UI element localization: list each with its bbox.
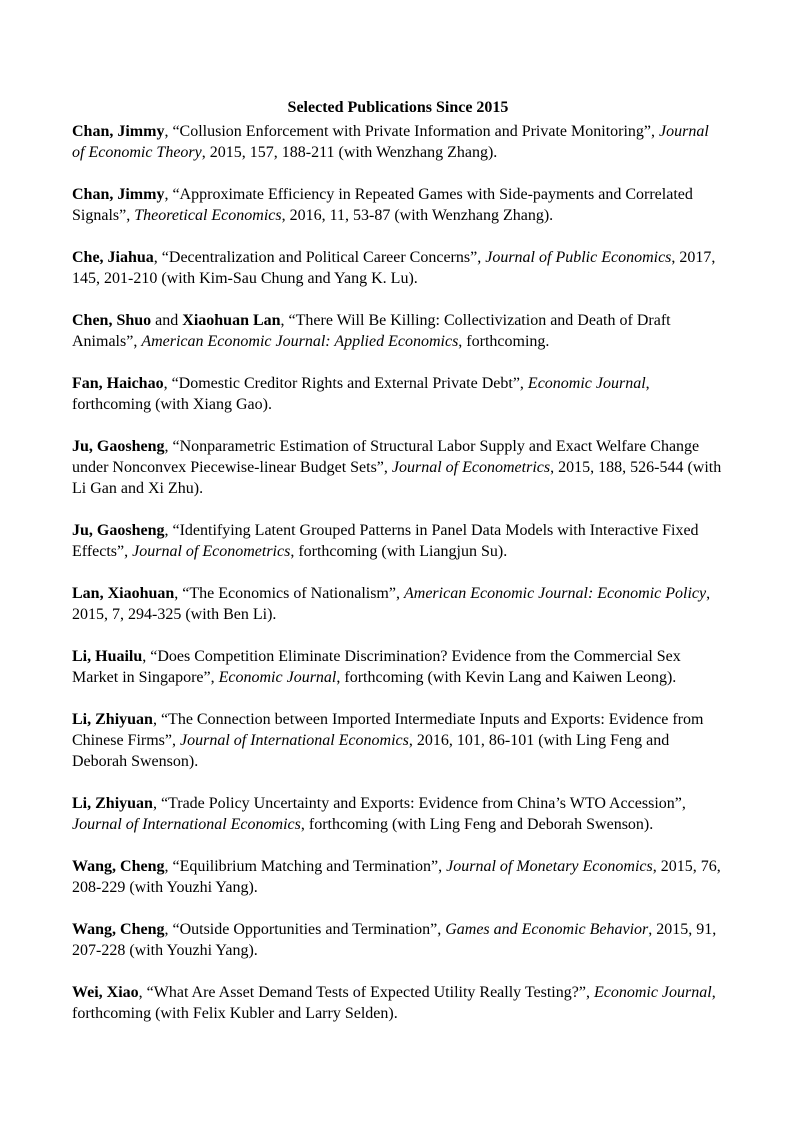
publication-entry [72,982,724,1024]
entry-text: and [151,312,183,329]
journal-name: Economic Journal [527,375,646,392]
entry-text: , “Does Competition Eliminate Discrimination? Evidence from the Commercial Sex Market in Singapore”, [72,648,681,686]
entry-text: , “Collusion Enforcement with Private Information and Private Monitoring”, [164,123,660,140]
journal-name: Journal of Monetary Economics [446,858,653,875]
entry-text: , 2016, 11, 53-87 (with Wenzhang Zhang). [281,207,554,224]
entry-text: , “Identifying Latent Grouped Patterns in Panel Data Models with Interactive Fixed Effects”, [72,522,699,560]
author-name: Li, Huailu [72,648,143,665]
entry-text: , “Nonparametric Estimation of Structural Labor Supply and Exact Welfare Change under Nonconvex Piecewise-linear Budget Sets”, [72,438,700,476]
entry-text: , 2015, 157, 188-211 (with Wenzhang Zhang). [201,144,498,161]
author-name: Li, Zhiyuan [72,795,153,812]
publication-entry [72,709,724,772]
journal-name: Journal of Public Economics [485,249,672,266]
author-name: Wang, Cheng [72,921,165,938]
publication-entry [72,436,724,499]
journal-name: Games and Economic Behavior [445,921,649,938]
entry-text: , forthcoming (with Liangjun Su). [290,543,508,560]
entry-text: , “Trade Policy Uncertainty and Exports: Evidence from China’s WTO Accession”, [152,795,686,812]
journal-name: Journal of International Economics [180,732,409,749]
publication-entry [72,520,724,562]
publication-entry [72,793,724,835]
author-name: Chan, Jimmy [72,123,165,140]
entry-text: , “Decentralization and Political Career Concerns”, [153,249,486,266]
entry-text: , “The Economics of Nationalism”, [174,585,404,602]
entry-text: , “The Connection between Imported Intermediate Inputs and Exports: Evidence from Chinese Firms”, [72,711,704,749]
author-name: Chan, Jimmy [72,186,165,203]
author-name: Ju, Gaosheng [72,522,165,539]
publication-entry [72,247,724,289]
author-name: Wang, Cheng [72,858,165,875]
journal-name: American Economic Journal: Applied Economics [141,333,459,350]
journal-name: Economic Journal [218,669,337,686]
entry-text: , 2015, 188, 526-544 (with Li Gan and Xi Zhu). [72,459,722,497]
journal-name: American Economic Journal: Economic Policy [403,585,707,602]
entry-text: , forthcoming (with Felix Kubler and Larry Selden). [72,984,716,1022]
journal-name: Journal of Econometrics [132,543,291,560]
author-name: Chen, Shuo [72,312,152,329]
entry-text: , “Outside Opportunities and Termination”, [164,921,446,938]
entry-text: , 2017, 145, 201-210 (with Kim-Sau Chung and Yang K. Lu). [72,249,716,287]
entry-text: , forthcoming. [458,333,550,350]
publication-entry [72,646,724,688]
publication-entry [72,583,724,625]
entry-text: , “Equilibrium Matching and Termination”, [164,858,447,875]
journal-name: Journal of International Economics [72,816,301,833]
publication-entry [72,121,724,163]
publication-entry [72,310,724,352]
author-name: Che, Jiahua [72,249,154,266]
entry-text: , “Domestic Creditor Rights and External Private Debt”, [163,375,528,392]
author-name: Wei, Xiao [72,984,139,1001]
entry-text: , “Approximate Efficiency in Repeated Games with Side-payments and Correlated Signals”, [72,186,693,224]
author-name: Ju, Gaosheng [72,438,165,455]
entry-text: , forthcoming (with Kevin Lang and Kaiwen Leong). [336,669,677,686]
journal-name: Economic Journal [593,984,712,1001]
author-name: Li, Zhiyuan [72,711,153,728]
journal-name: Journal of Economic Theory [72,123,709,161]
entry-text: , 2015, 91, 207-228 (with Youzhi Yang). [72,921,717,959]
entry-text: , “What Are Asset Demand Tests of Expected Utility Really Testing?”, [138,984,594,1001]
journal-name: Theoretical Economics [134,207,282,224]
entry-text: , “There Will Be Killing: Collectivization and Death of Draft Animals”, [72,312,671,350]
author-name: Xiaohuan Lan [182,312,281,329]
publication-entry [72,184,724,226]
author-name: Lan, Xiaohuan [72,585,175,602]
publications-list [72,121,724,1024]
publication-entry [72,919,724,961]
entry-text: , 2016, 101, 86-101 (with Ling Feng and Deborah Swenson). [72,732,670,770]
entry-text: , forthcoming (with Ling Feng and Deborah Swenson). [300,816,654,833]
author-name: Fan, Haichao [72,375,164,392]
page-title: Selected Publications Since 2015 [287,99,509,116]
entry-text: , 2015, 7, 294-325 (with Ben Li). [72,585,711,623]
journal-name: Journal of Econometrics [391,459,551,476]
entry-text: , 2015, 76, 208-229 (with Youzhi Yang). [72,858,721,896]
publication-entry [72,856,724,898]
entry-text: , forthcoming (with Xiang Gao). [72,375,650,413]
publication-entry [72,373,724,415]
